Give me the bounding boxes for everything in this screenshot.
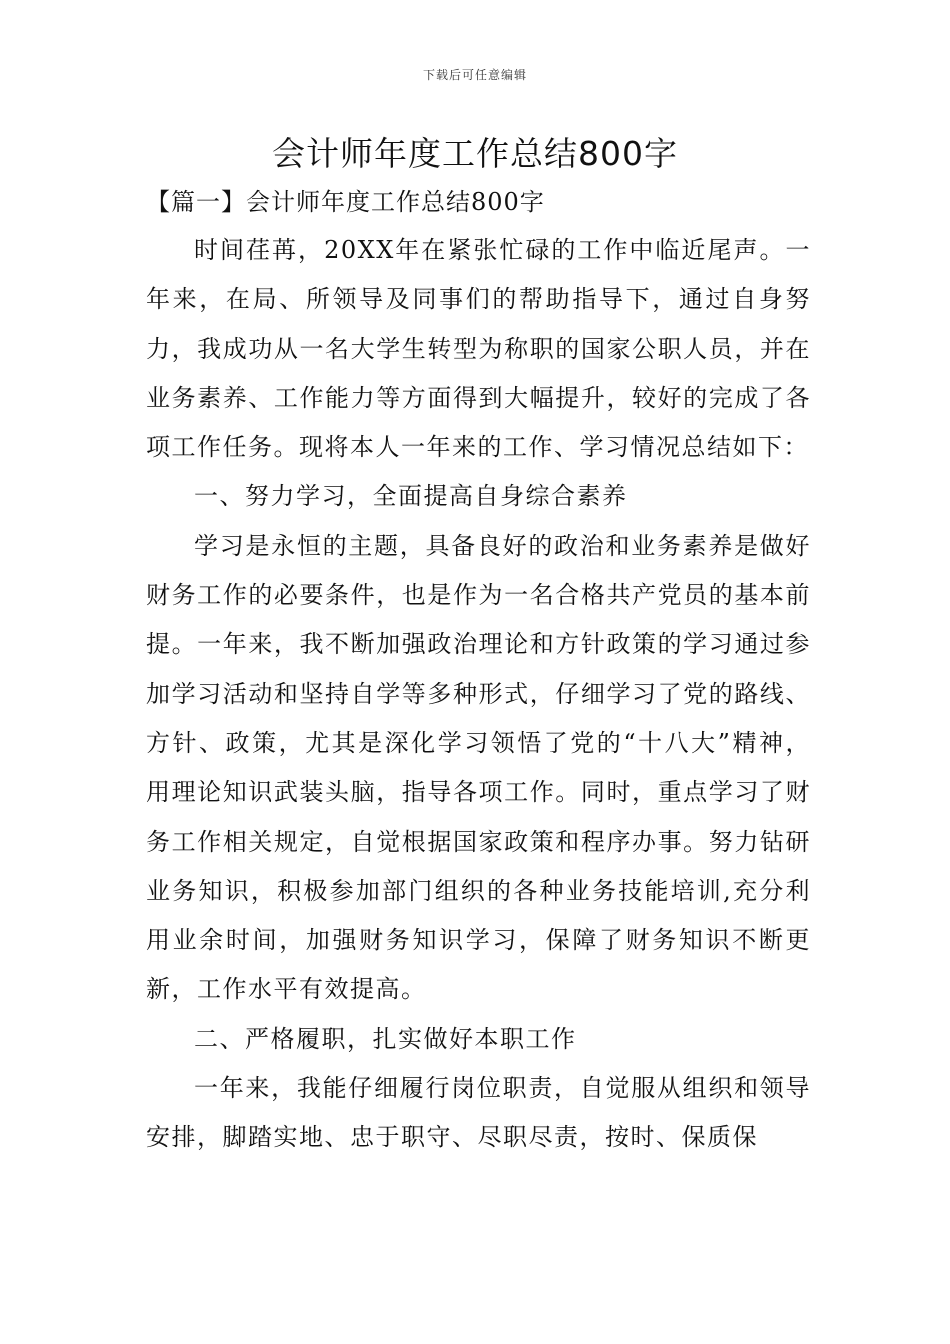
body-text [146, 226, 811, 1163]
paragraph-heading-1: 一、努力学习，全面提高自身综合素养 [194, 482, 628, 511]
paragraph-intro: 时间荏苒，20XX年在紧张忙碌的工作中临近尾声。一年来，在局、所领导及同事们的帮助指导下，通过自身努力，我成功从一名大学生转型为称职的国家公职人员，并在业务素养、工作能力等方面得到大幅提升，较好的完成了各项工作任务。现将本人一年来的工作、学习情况总结如下： [146, 236, 811, 462]
paragraph-study: 学习是永恒的主题，具备良好的政治和业务素养是做好财务工作的必要条件，也是作为一名合格共产党员的基本前提。一年来，我不断加强政治理论和方针政策的学习通过参加学习活动和坚持自学等多种形式，仔细学习了党的路线、方针、政策，尤其是深化学习领悟了党的“十八大”精神，用理论知识武装头脑，指导各项工作。同时，重点学习了财务工作相关规定，自觉根据国家政策和程序办事。努力钻研业务知识，积极参加部门组织的各种业务技能培训,充分利用业余时间，加强财务知识学习，保障了财务知识不断更新，工作水平有效提高。 [146, 531, 811, 1004]
paragraph-duties: 一年来，我能仔细履行岗位职责，自觉服从组织和领导安排，脚踏实地、忠于职守、尽职尽责，按时、保质保 [146, 1074, 811, 1152]
header-note: 下载后可任意编辑 [422, 68, 527, 82]
page-title: 会计师年度工作总结800字 [272, 134, 678, 173]
paragraph-heading-2: 二、严格履职，扎实做好本职工作 [194, 1024, 577, 1053]
section-heading: 【篇一】会计师年度工作总结800字 [146, 188, 545, 216]
